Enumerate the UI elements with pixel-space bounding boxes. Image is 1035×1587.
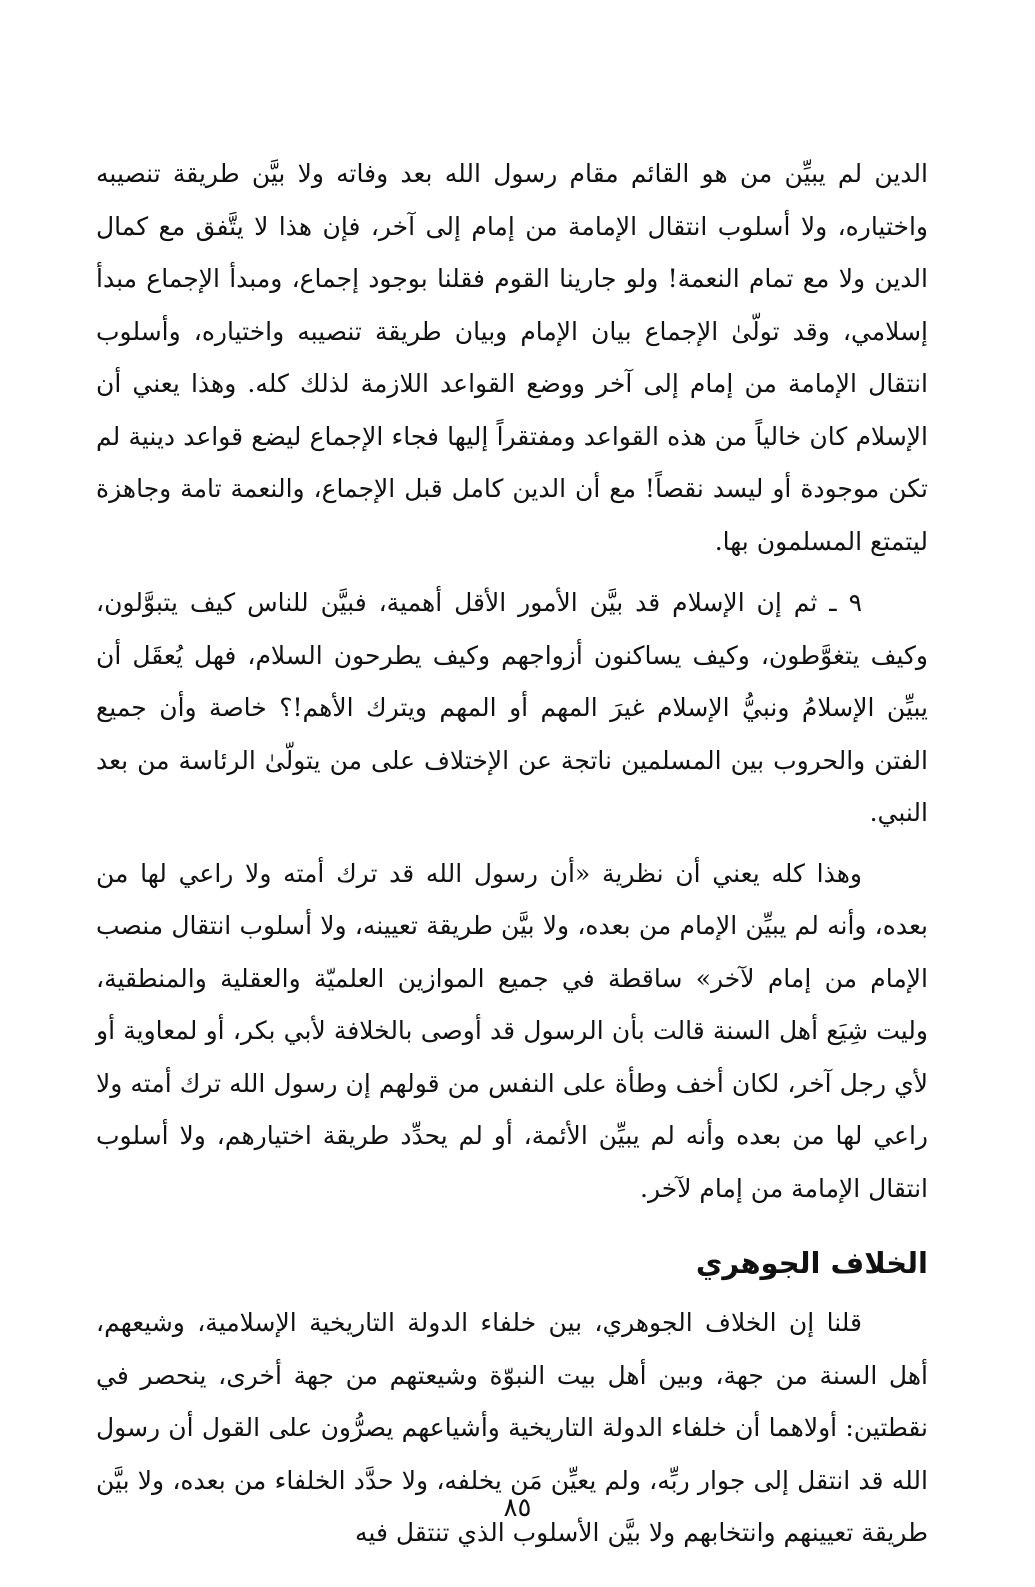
paragraph-ijma-continuation: الدين لم يبيِّن من هو القائم مقام رسول الله بعد وفاته ولا بيَّن طريقة تنصيبه واختياره، ولا أسلوب انتقال الإمامة من إمام إلى آخر، فإن هذا لا يتَّفق مع كمال الدين ولا مع تمام النعمة! ولو جارينا القوم فقلنا بوجود إجماع، ومبدأ الإجماع مبدأ إسلامي، وقد تولّىٰ الإجماع بيان الإمام وبيان طريقة تنصيبه واختياره، وأسلوب انتقال الإمامة من إمام إلى آخر ووضع القواعد اللازمة لذلك كله. وهذا يعني أن الإسلام كان خالياً من هذه القواعد ومفتقراً إليها فجاء الإجماع ليضع قواعد دينية لم تكن موجودة أو ليسد نقصاً! مع أن الدين كامل قبل الإجماع، والنعمة تامة وجاهزة ليتمتع المسلمون بها. — [96, 159, 928, 556]
page-body — [96, 148, 928, 1560]
page-number: ٨٥ — [503, 1493, 532, 1523]
section-heading: الخلاف الجوهري — [695, 1246, 928, 1280]
paragraph-theory-conclusion: وهذا كله يعني أن نظرية «أن رسول الله قد ترك أمته ولا راعي لها من بعده، وأنه لم يبيِّن الإمام من بعده، ولا بيَّن طريقة تعيينه، ولا أسلوب انتقال منصب الإمام من إمام لآخر» ساقطة في جميع الموازين العلميّة والعقلية والمنطقية، وليت شِيَع أهل السنة قالت بأن الرسول قد أوصى بالخلافة لأبي بكر، أو لمعاوية أو لأي رجل آخر، لكان أخف وطأة على النفس من قولهم إن رسول الله ترك أمته ولا راعي لها من بعده وأنه لم يبيِّن الأئمة، أو لم يحدِّد طريقة اختيارهم، ولا أسلوب انتقال الإمامة من إمام لآخر. — [96, 858, 928, 1203]
paragraph-point-nine: ٩ ـ ثم إن الإسلام قد بيَّن الأمور الأقل أهمية، فبيَّن للناس كيف يتبوَّلون، وكيف يتغوَّطون، وكيف يساكنون أزواجهم وكيف يطرحون السلام، فهل يُعقَل أن يبيِّن الإسلامُ ونبيُّ الإسلام غيرَ المهم أو المهم ويترك الأهم!؟ خاصة وأن جميع الفتن والحروب بين المسلمين ناتجة عن الإختلاف على من يتولّىٰ الرئاسة من بعد النبي. — [96, 588, 928, 827]
paragraph-essential-dispute: قلنا إن الخلاف الجوهري، بين خلفاء الدولة التاريخية الإسلامية، وشيعهم، أهل السنة من جهة، وبين أهل بيت النبوّة وشيعتهم من جهة أخرى، ينحصر في نقطتين: أولاهما أن خلفاء الدولة التاريخية وأشياعهم يصرُّون على القول أن رسول الله قد انتقل إلى جوار ربِّه، ولم يعيِّن مَن يخلفه، ولا حدَّد الخلفاء من بعده، ولا بيَّن طريقة تعيينهم وانتخابهم ولا بيَّن الأسلوب الذي تنتقل فيه — [96, 1308, 928, 1547]
